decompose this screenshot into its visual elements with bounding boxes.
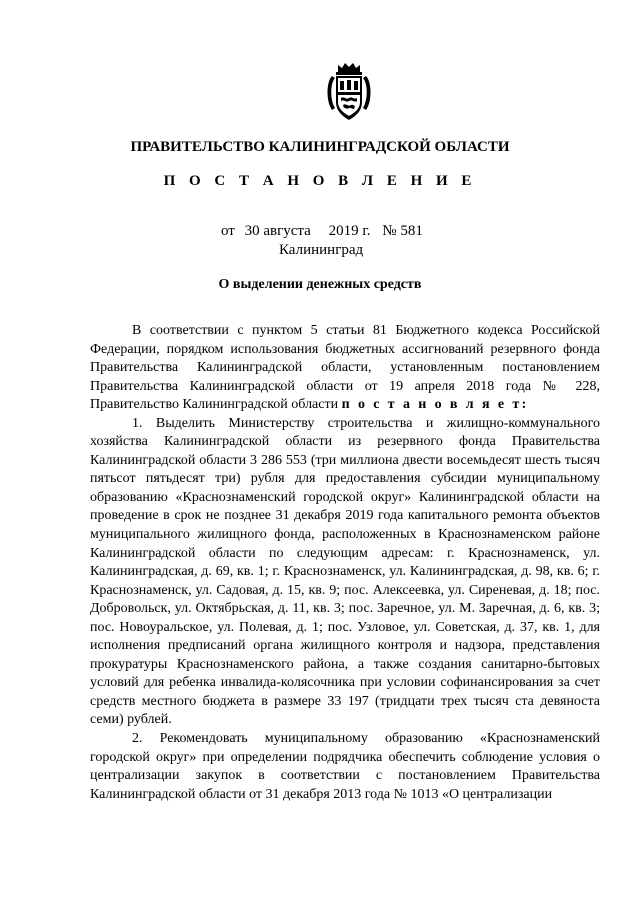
document-type-title: П О С Т А Н О В Л Е Н И Е [163,173,477,189]
decree-subject: О выделении денежных средств [218,277,422,292]
decree-number: № 581 [382,223,423,239]
preamble-paragraph [90,322,600,415]
decree-body [90,322,600,804]
date-prefix: от [221,223,235,239]
decree-year: 2019 г. [328,223,371,239]
clause-1-paragraph: 1. Выделить Министерству строительства и жилищно-коммунального хозяйства Калининградской области из резервного фонда Правительства Калининградской области 3 286 553 (три миллиона двести восемьдесят шесть тысяч пятьсот пятьдесят три) рубля для предоставления субсидии муниципальному образованию «Краснознаменский городской округ» Калининградской области на проведение в срок не позднее 31 декабря 2019 года капитального ремонта объектов муниципального жилищного фонда, расположенных в Краснознаменском районе Калининградской области по следующим адресам: г. Краснознаменск, ул. Калининградская, д. 69, кв. 1; г. Краснознаменск, ул. Калининградская, д. 98, кв. 6; г. Краснознаменск, ул. Садовая, д. 15, кв. 9; пос. Алексеевка, ул. Сиреневая, д. 18; пос. Добровольск, ул. Октябрьская, д. 11, кв. 3; пос. Заречное, ул. М. Заречная, д. 6, кв. 3; пос. Новоуральское, ул. Полевая, д. 1; пос. Узловое, ул. Советская, д. 37, кв. 1, для исполнения предписаний органа жилищного контроля и надзора, представления прокуратуры Краснознаменского района, а также создания санитарно-бытовых условий для ребенка инвалида-колясочника при условии софинансирования за счет средств местного бюджета в размере 33 197 (тридцати трех тысяч ста девяноста семи) рублей. [90,415,600,728]
resolves-word: п о с т а н о в л я е т: [341,397,529,413]
issuing-city: Калининград [279,242,364,258]
preamble-text: В соответствии с пунктом 5 статьи 81 Бюджетного кодекса Российской Федерации, порядком использования бюджетных ассигнований резервного фонда Правительства Калининградской области, установленным постановлением Правительства Калининградской области от 19 апреля 2018 года № 228, Правительство Калининградской области [90,323,600,413]
government-title: ПРАВИТЕЛЬСТВО КАЛИНИНГРАДСКОЙ ОБЛАСТИ [130,139,510,155]
decree-date: 30 августа [244,223,311,239]
dateline [221,223,423,240]
clause-2-paragraph: 2. Рекомендовать муниципальному образованию «Краснознаменский городской округ» при определении подрядчика обеспечить соблюдение условия о централизации закупок в соответствии с постановлением Правительства Калининградской области от 31 декабря 2013 года № 1013 «О централизации [90,731,600,802]
coat-of-arms-emblem [324,62,374,122]
